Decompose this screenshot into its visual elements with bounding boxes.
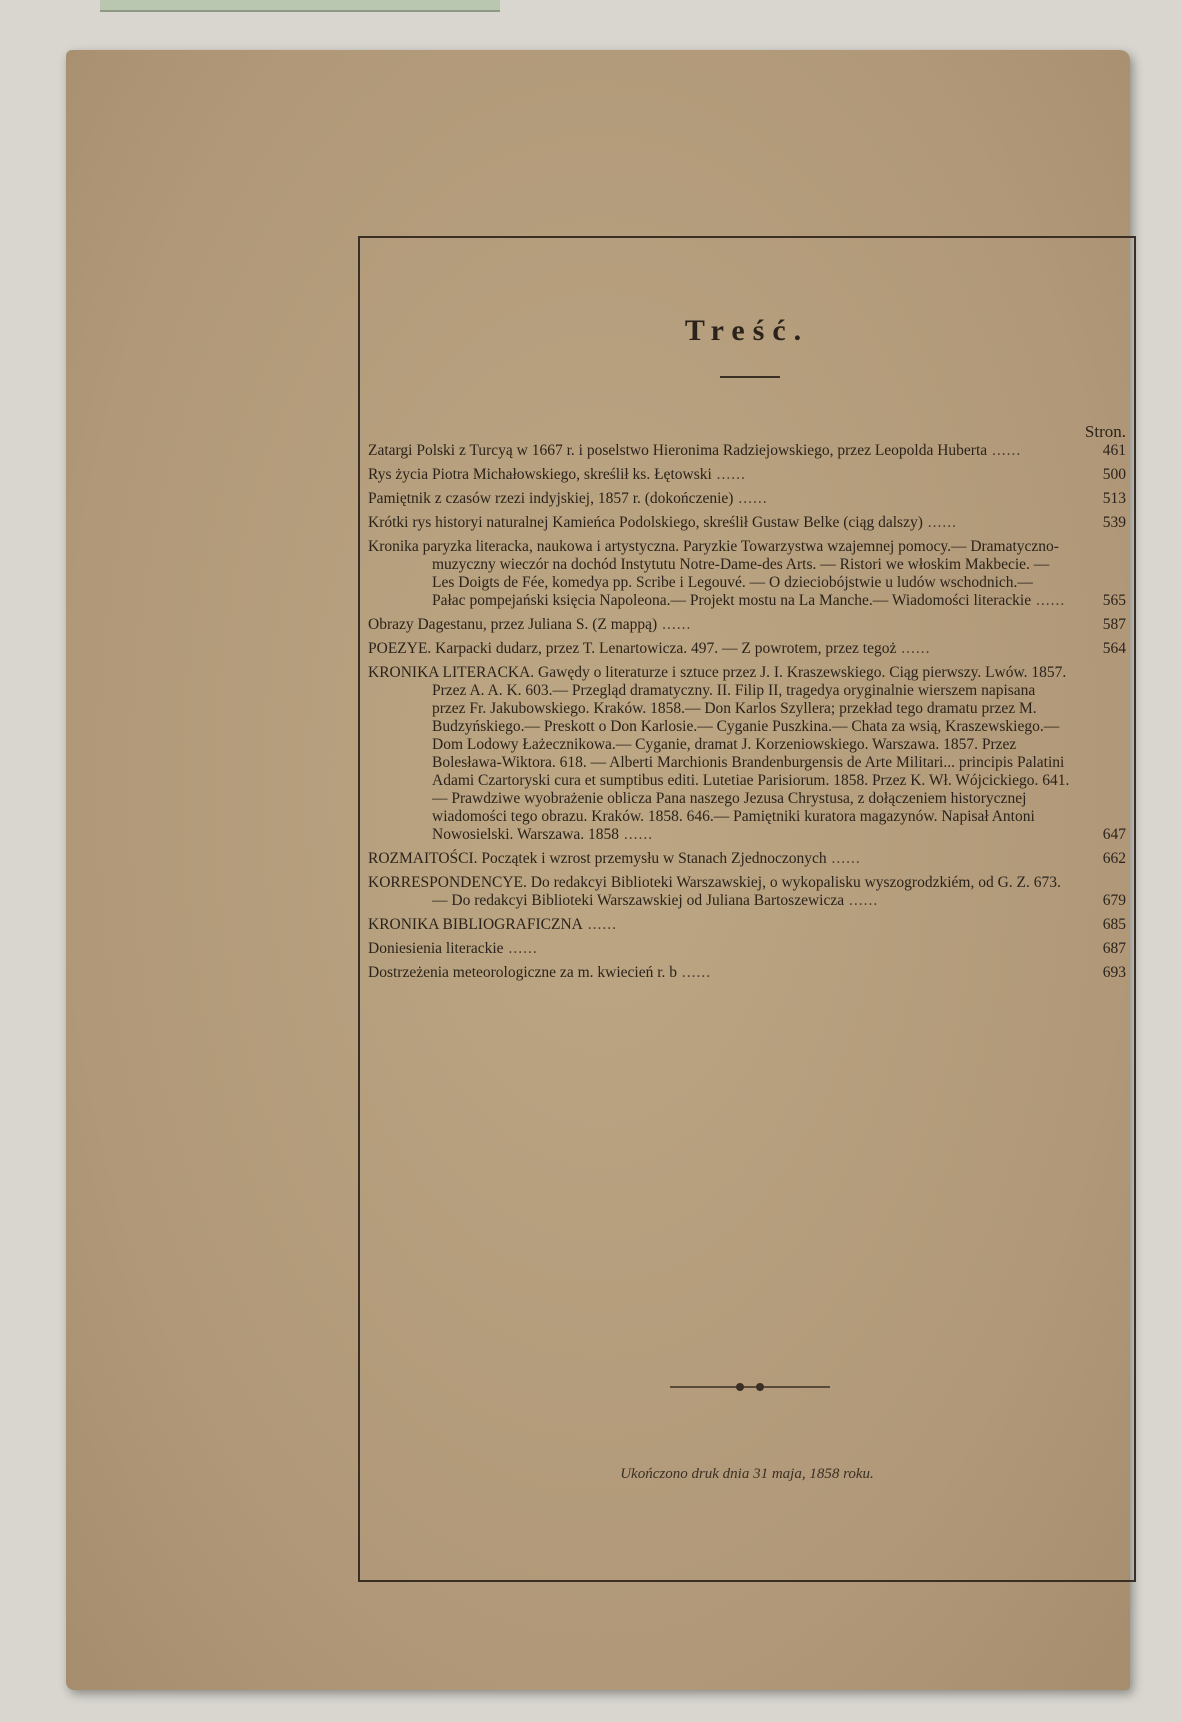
entry-text: KORRESPONDENCYE. Do redakcyi Biblioteki Warszawskiej, o wykopalisku wyszogrodzkiém, od G. Z. 673. — Do redakcyi Biblioteki Warszawskiej od Juliana Bartoszewicza [368, 874, 1061, 909]
toc-entry: Zatargi Polski z Turcyą w 1667 r. i poselstwo Hieronima Radziejowskiego, przez Leopolda Huberta ...... 461 [368, 442, 1126, 459]
entry-page: 647 [1102, 826, 1126, 843]
entry-page: 587 [1102, 616, 1126, 633]
entry-page: 513 [1102, 490, 1126, 507]
entry-page: 693 [1102, 964, 1126, 981]
entry-text: Krótki rys historyi naturalnej Kamieńca Podolskiego, skreślił Gustaw Belke (ciąg dalszy) [368, 514, 923, 531]
toc-entry: Doniesienia literackie ...... 687 [368, 940, 1126, 957]
table-of-contents [368, 442, 1126, 988]
entry-page: 461 [1102, 442, 1126, 459]
entry-text: KRONIKA BIBLIOGRAFICZNA [368, 916, 583, 933]
toc-entry: Pamiętnik z czasów rzezi indyjskiej, 1857 r. (dokończenie) ...... 513 [368, 490, 1126, 507]
toc-entry: Kronika paryzka literacka, naukowa i artystyczna. Paryzkie Towarzystwa wzajemnej pomocy.— Dramatyczno-muzyczny wieczór na dochód Instytutu Notre-Dame-des Arts. — Ristori we włoskim Makbecie. — Les Doigts de Fée, komedya pp. Scribe i Legouvé. — O dzieciobójstwie u ludów wschodnich.— Pałac pompejański księcia Napoleona.— Projekt mostu na La Manche.— Wiadomości literackie ...... 565 [368, 538, 1126, 609]
adjacent-book-edge [100, 0, 500, 12]
entry-text: Rys życia Piotra Michałowskiego, skreślił ks. Łętowski [368, 466, 712, 483]
entry-text: Doniesienia literackie [368, 940, 504, 957]
toc-entry: Obrazy Dagestanu, przez Juliana S. (Z mappą) ...... 587 [368, 616, 1126, 633]
entry-text: Dostrzeżenia meteorologiczne za m. kwiecień r. b [368, 964, 678, 981]
entry-text: Obrazy Dagestanu, przez Juliana S. (Z mappą) [368, 616, 658, 633]
entry-page: 662 [1102, 850, 1126, 867]
colophon: Ukończono druk dnia 31 maja, 1858 roku. [620, 1466, 874, 1482]
page-column-label: Stron. [1084, 422, 1126, 441]
entry-text: POEZYE. Karpacki dudarz, przez T. Lenartowicza. 497. — Z powrotem, przez tegoż [368, 640, 897, 657]
ornament-divider [670, 1380, 830, 1394]
toc-entry: Dostrzeżenia meteorologiczne za m. kwiecień r. b ...... 693 [368, 964, 1126, 981]
toc-entry: Krótki rys historyi naturalnej Kamieńca Podolskiego, skreślił Gustaw Belke (ciąg dalszy) ...... 539 [368, 514, 1126, 531]
entry-page: 565 [1102, 592, 1126, 609]
page-title: Treść. [684, 314, 810, 347]
entry-text: Kronika paryzka literacka, naukowa i artystyczna. Paryzkie Towarzystwa wzajemnej pomocy.— Dramatyczno-muzyczny wieczór na dochód Instytutu Notre-Dame-des Arts. — Ristori we włoskim Makbecie. — Les Doigts de Fée, komedya pp. Scribe i Legouvé. — O dzieciobójstwie u ludów wschodnich.— Pałac pompejański księcia Napoleona.— Projekt mostu na La Manche.— Wiadomości literackie [368, 538, 1059, 609]
toc-entry: Rys życia Piotra Michałowskiego, skreślił ks. Łętowski ...... 500 [368, 466, 1126, 483]
entry-page: 687 [1102, 940, 1126, 957]
entry-text: Zatargi Polski z Turcyą w 1667 r. i poselstwo Hieronima Radziejowskiego, przez Leopolda Huberta [368, 442, 988, 459]
entry-text: Pamiętnik z czasów rzezi indyjskiej, 1857 r. (dokończenie) [368, 490, 734, 507]
toc-entry: KRONIKA BIBLIOGRAFICZNA ...... 685 [368, 916, 1126, 933]
contents-frame [358, 236, 1136, 1582]
entry-page: 685 [1102, 916, 1126, 933]
book-cover-page [66, 50, 1130, 1690]
entry-text: ROZMAITOŚCI. Początek i wzrost przemysłu w Stanach Zjednoczonych [368, 850, 827, 867]
toc-entry: KORRESPONDENCYE. Do redakcyi Biblioteki Warszawskiej, o wykopalisku wyszogrodzkiém, od G. Z. 673. — Do redakcyi Biblioteki Warszawskiej od Juliana Bartoszewicza ...... 679 [368, 874, 1126, 909]
entry-page: 539 [1102, 514, 1126, 531]
toc-entry: POEZYE. Karpacki dudarz, przez T. Lenartowicza. 497. — Z powrotem, przez tegoż ...... 564 [368, 640, 1126, 657]
toc-entry: ROZMAITOŚCI. Początek i wzrost przemysłu w Stanach Zjednoczonych ...... 662 [368, 850, 1126, 867]
entry-page: 564 [1102, 640, 1126, 657]
entry-text: KRONIKA LITERACKA. Gawędy o literaturze i sztuce przez J. I. Kraszewskiego. Ciąg pierwszy. Lwów. 1857. Przez A. A. K. 603.— Przegląd dramatyczny. II. Filip II, tragedya oryginalnie wierszem napisana przez Fr. Jakubowskiego. Kraków. 1858.— Don Karlos Szyllera; przekład tego dramatu przez M. Budzyńskiego.— Preskott o Don Karlosie.— Cyganie Puszkina.— Chata za wsią, Kraszewskiego.— Dom Lodowy Łażecznikowa.— Cyganie, dramat J. Korzeniowskiego. Warszawa. 1857. Przez Bolesława-Wiktora. 618. — Alberti Marchionis Brandenburgensis de Arte Militari... principis Palatini Adami Czartoryski cura et sumptibus editi. Lutetiae Parisiorum. 1858. Przez K. Wł. Wójcickiego. 641.— Prawdziwe wyobrażenie oblicza Pana naszego Jezusa Chrystusa, z dołączeniem historycznej wiadomości tego obrazu. Kraków. 1858. 646.— Pamiętniki kuratora magazynów. Napisał Antoni Nowosielski. Warszawa. 1858 [368, 664, 1070, 843]
entry-page: 500 [1102, 466, 1126, 483]
toc-entry: KRONIKA LITERACKA. Gawędy o literaturze i sztuce przez J. I. Kraszewskiego. Ciąg pierwszy. Lwów. 1857. Przez A. A. K. 603.— Przegląd dramatyczny. II. Filip II, tragedya oryginalnie wierszem napisana przez Fr. Jakubowskiego. Kraków. 1858.— Don Karlos Szyllera; przekład tego dramatu przez M. Budzyńskiego.— Preskott o Don Karlosie.— Cyganie Puszkina.— Chata za wsią, Kraszewskiego.— Dom Lodowy Łażecznikowa.— Cyganie, dramat J. Korzeniowskiego. Warszawa. 1857. Przez Bolesława-Wiktora. 618. — Alberti Marchionis Brandenburgensis de Arte Militari... principis Palatini Adami Czartoryski cura et sumptibus editi. Lutetiae Parisiorum. 1858. Przez K. Wł. Wójcickiego. 641.— Prawdziwe wyobrażenie oblicza Pana naszego Jezusa Chrystusa, z dołączeniem historycznej wiadomości tego obrazu. Kraków. 1858. 646.— Pamiętniki kuratora magazynów. Napisał Antoni Nowosielski. Warszawa. 1858 ...... 647 [368, 664, 1126, 843]
title-rule [720, 376, 780, 378]
entry-page: 679 [1102, 892, 1126, 909]
